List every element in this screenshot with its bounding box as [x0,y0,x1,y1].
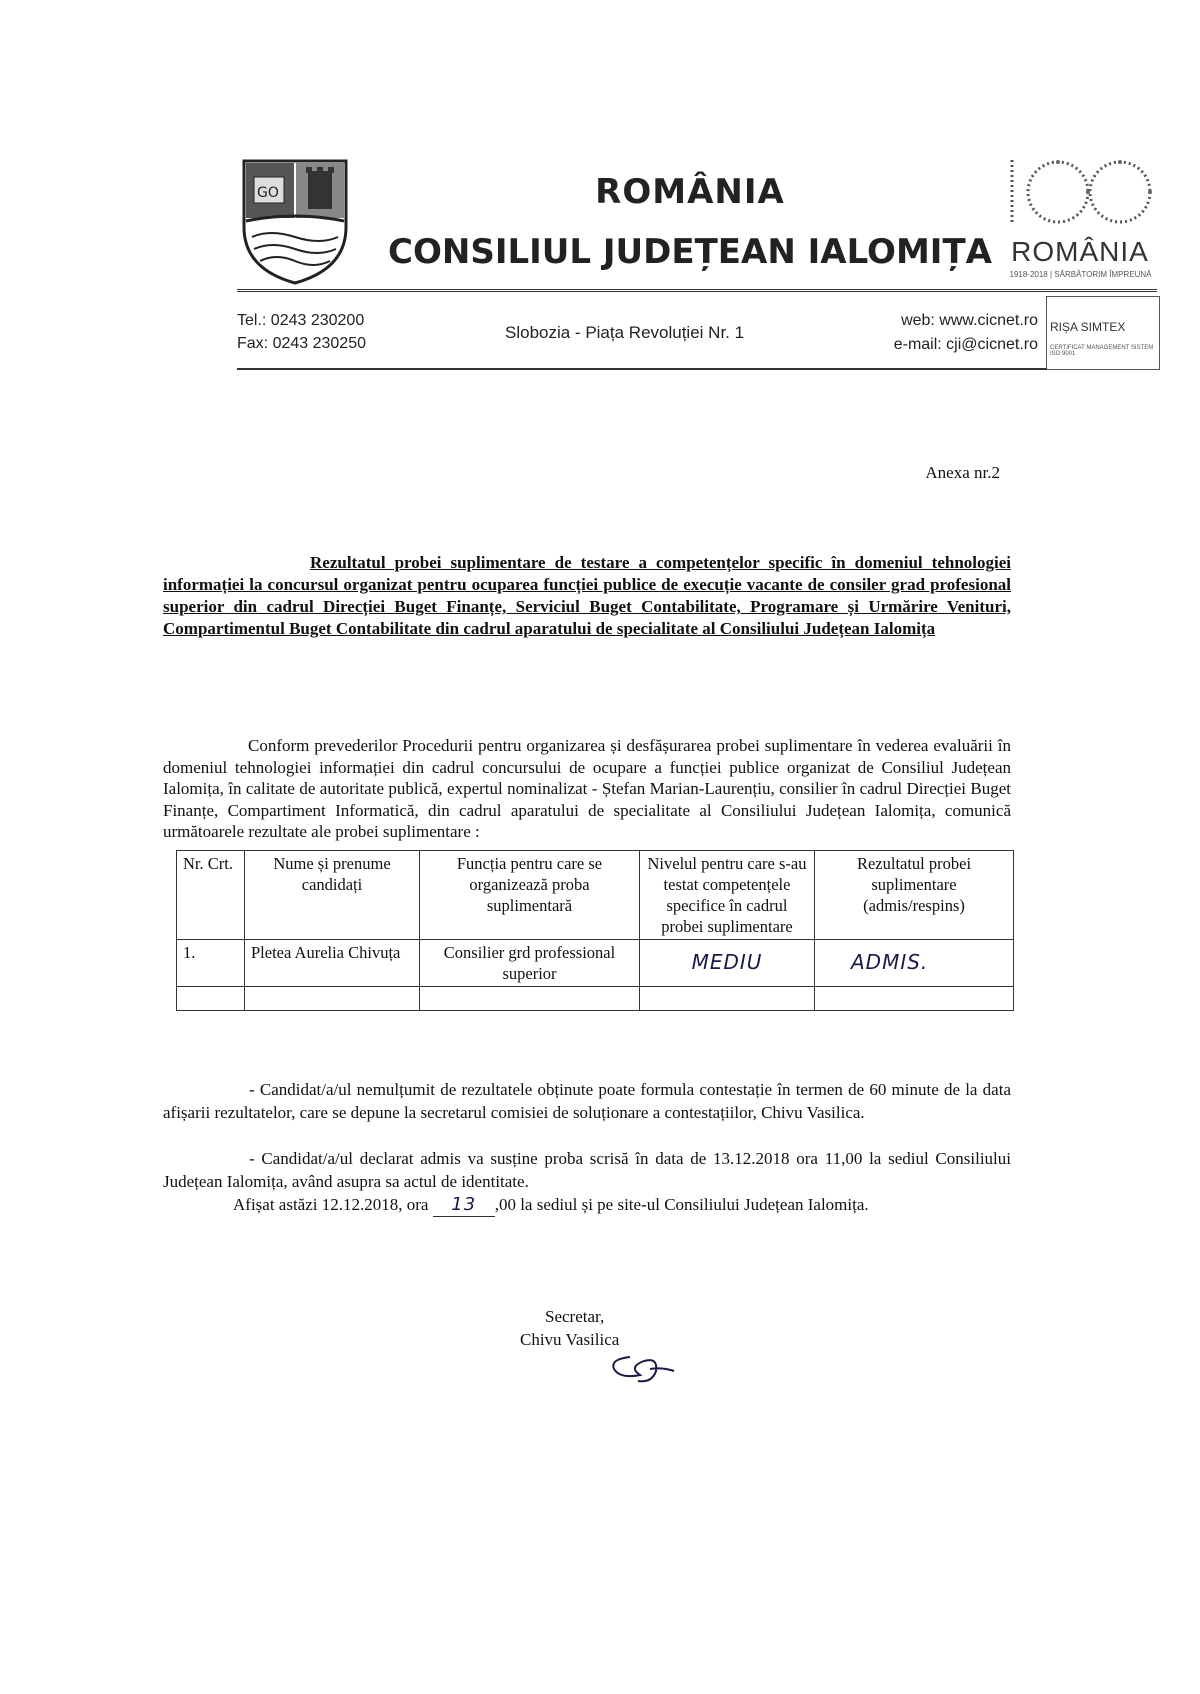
row-nr: 1. [177,940,245,987]
posted-note [233,1193,1023,1217]
header-country: ROMÂNIA [595,172,785,212]
row-level-handwritten: MEDIU [691,950,763,974]
posted-prefix: Afișat astăzi 12.12.2018, ora [233,1195,429,1214]
row-level-cell [640,940,815,987]
annex-label: Anexa nr.2 [925,463,1000,482]
handwritten-signature [600,1345,680,1390]
centenar-romania-text: ROMÂNIA [1011,236,1149,267]
row-result-cell [815,940,1014,987]
row-function: Consilier grd professional superior [420,940,640,987]
results-table [176,850,1014,1011]
header-divider [237,289,1157,292]
header-level: Nivelul pentru care s-au testat competențele specifice în cadrul probei suplimentare [640,851,815,940]
header-result: Rezultatul probei suplimentare (admis/respins) [815,851,1014,940]
admitted-note: - Candidat/a/ul declarat admis va susține proba scrisă în data de 13.12.2018 ora 11,00 la sediul Consiliului Județean Ialomița, având asupra sa actul de identitate. [163,1149,1011,1191]
header-phone: Tel.: 0243 230200 [237,312,365,329]
centenar-subtitle: 1918-2018 | SĂRBĂTORIM ÎMPREUNĂ [1009,270,1152,279]
signature-name: Chivu Vasilica [520,1330,620,1349]
svg-text:GO: GO [257,185,279,201]
header-function: Funcția pentru care se organizează proba suplimentară [420,851,640,940]
header-institution: CONSILIUL JUDEȚEAN IALOMIȚA [388,232,992,272]
document-title: Rezultatul probei suplimentare de testare a competențelor specific în domeniul tehnologiei informației la concursul organizat pentru ocuparea funcției publice de execuție vacante de consiler grad profesional superior din cadrul Direcției Buget Finanțe, Serviciul Buget Contabilitate, Programare și Urmărire Venituri, Compartimentul Buget Contabilitate din cadrul aparatului de specialitate al Consiliului Județean Ialomița [163,553,1011,638]
posted-hour-handwritten: 13 [433,1193,495,1217]
contact-divider [237,368,1047,370]
table-empty-row [177,987,1014,1011]
certification-logos: RIȘA SIMTEX [1050,320,1126,334]
contest-note: - Candidat/a/ul nemulțumit de rezultatele obținute poate formula contestație în termen de 60 minute de la data afișarii rezultatelor, care se depune la secretarul comisiei de soluționare a contestațiilor, Chivu Vasilica. [163,1080,1011,1122]
row-name: Pletea Aurelia Chivuța [245,940,420,987]
empty-cell [815,987,1014,1011]
empty-cell [640,987,815,1011]
table-header-row [177,851,1014,940]
row-result-handwritten: ADMIS. [851,950,929,974]
intro-paragraph: Conform prevederilor Procedurii pentru organizarea și desfășurarea probei suplimentare în vederea evaluării în domeniul tehnologiei informației din cadrul concursului de ocupare a funcției publice organizat de Consiliul Județean Ialomița, în calitate de autoritate publică, expertul nominalizat - Ștefan Marian-Laurențiu, consilier în cadrul Direcției Buget Finanțe, Compartiment Informatică, din cadrul aparatului de specialitate al Consiliului Județean Ialomița, comunică următoarele rezultate ale probei suplimentare : [163,736,1011,841]
header-nr: Nr. Crt. [177,851,245,940]
header-web: web: www.cicnet.ro [901,312,1038,329]
empty-cell [245,987,420,1011]
empty-cell [177,987,245,1011]
signature-role: Secretar, [545,1307,605,1326]
header-name: Nume și prenume candidați [245,851,420,940]
county-coat-of-arms-logo [240,157,350,287]
header-email: e-mail: cji@cicnet.ro [893,336,1038,353]
certification-caption: CERTIFICAT MANAGEMENT SISTEM ISO 9001 [1050,345,1154,357]
header-fax: Fax: 0243 230250 [237,335,366,352]
header-address: Slobozia - Piața Revoluției Nr. 1 [505,323,745,342]
table-row [177,940,1014,987]
posted-suffix: ,00 la sediul și pe site-ul Consiliului Județean Ialomița. [494,1195,869,1214]
empty-cell [420,987,640,1011]
